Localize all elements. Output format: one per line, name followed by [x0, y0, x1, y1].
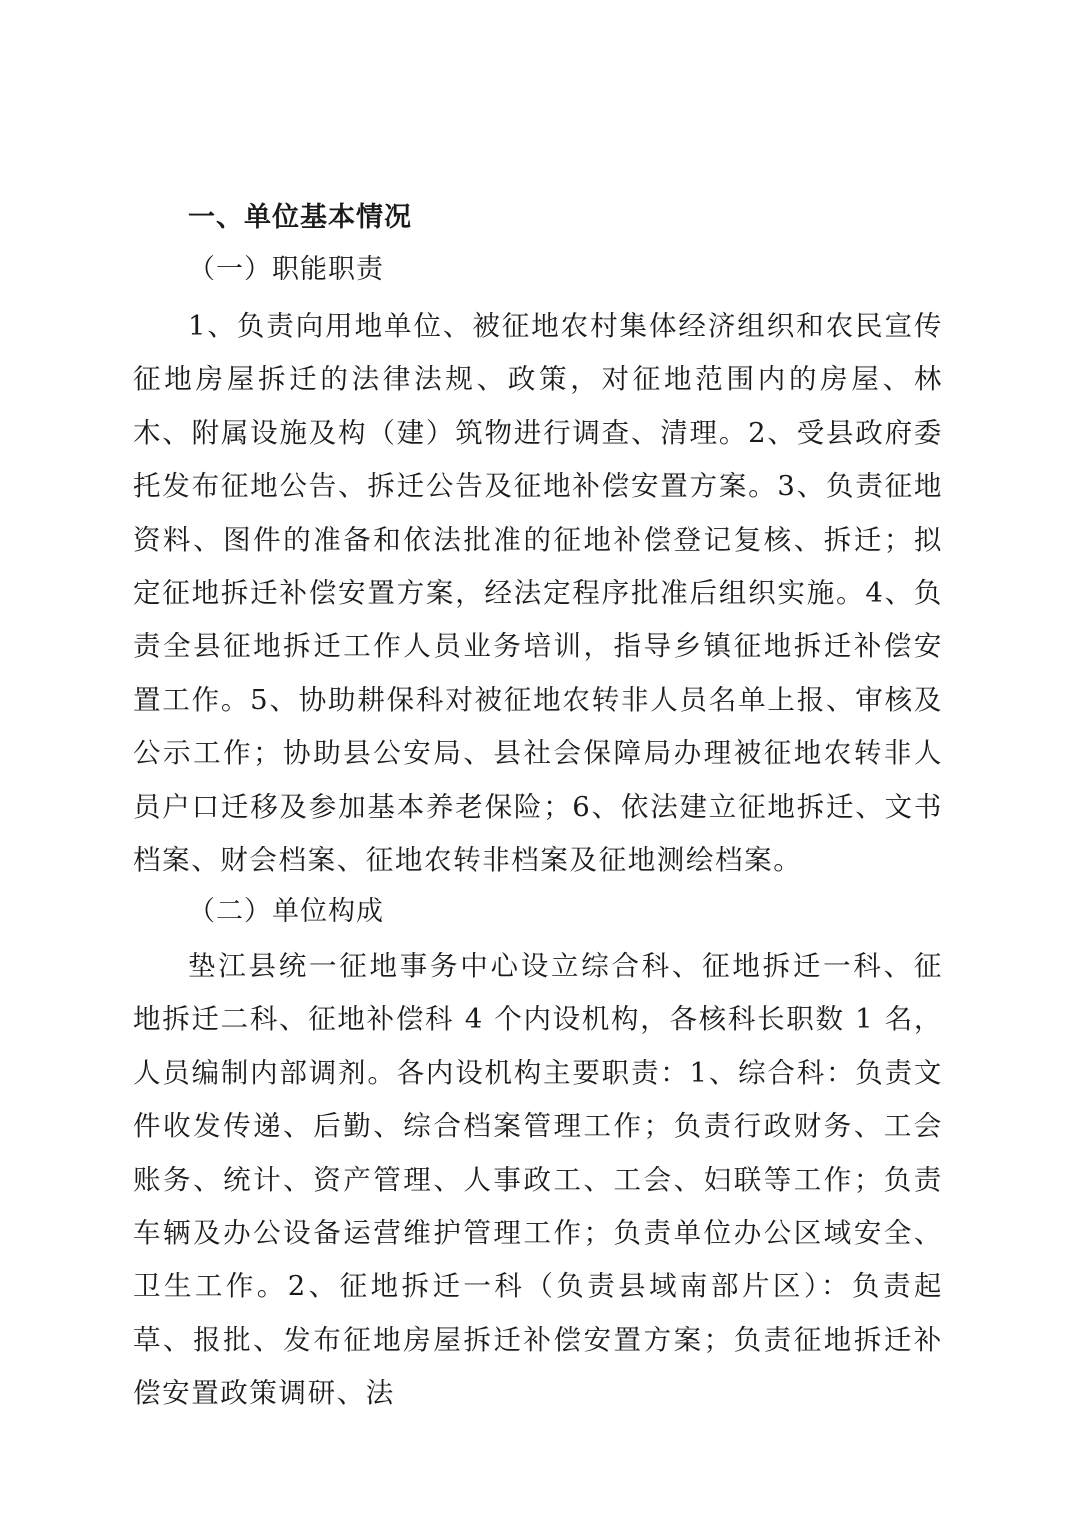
- subsection-title-functions: （一）职能职责: [188, 254, 384, 285]
- section-heading: 一、单位基本情况: [188, 202, 412, 233]
- structure-paragraph: 垫江县统一征地事务中心设立综合科、征地拆迁一科、征地拆迁二科、征地补偿科 4 个内设机构，各核科长职数 1 名，人员编制内部调剂。各内设机构主要职责：1、综合科：负责文件收发传递、后勤、综合档案管理工作；负责行政财务、工会账务、统计、资产管理、人事政工、工会、妇联等工作；负责车辆及办公设备运营维护管理工作；负责单位办公区域安全、卫生工作。2、征地拆迁一科（负责县域南部片区）：负责起草、报批、发布征地房屋拆迁补偿安置方案；负责征地拆迁补偿安置政策调研、法: [133, 950, 943, 1410]
- functions-paragraph: 1、负责向用地单位、被征地农村集体经济组织和农民宣传征地房屋拆迁的法律法规、政策，对征地范围内的房屋、林木、附属设施及构（建）筑物进行调查、清理。2、受县政府委托发布征地公告、拆迁公告及征地补偿安置方案。3、负责征地资料、图件的准备和依法批准的征地补偿登记复核、拆迁；拟定征地拆迁补偿安置方案，经法定程序批准后组织实施。4、负责全县征地拆迁工作人员业务培训，指导乡镇征地拆迁补偿安置工作。5、协助耕保科对被征地农转非人员名单上报、审核及公示工作；协助县公安局、县社会保障局办理被征地农转非人员户口迁移及参加基本养老保险；6、依法建立征地拆迁、文书档案、财会档案、征地农转非档案及征地测绘档案。: [133, 310, 943, 877]
- subsection-title-structure: （二）单位构成: [188, 896, 384, 927]
